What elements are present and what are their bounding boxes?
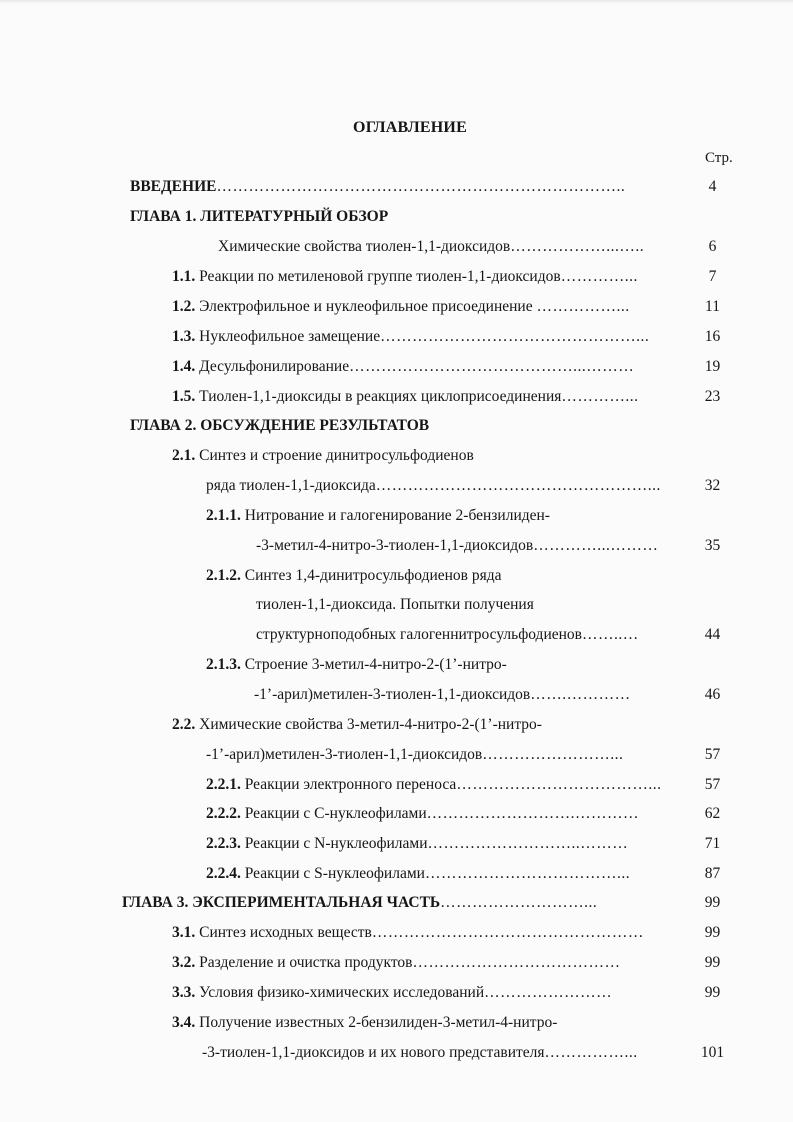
section-number: 3.4. <box>172 1014 196 1031</box>
entry-text: Химические свойства 3-метил-4-нитро-2-(1’-нитро- <box>195 716 542 733</box>
entry-text: ГЛАВА 3. ЭКСПЕРИМЕНТАЛЬНАЯ ЧАСТЬ <box>122 894 441 911</box>
entry-text: Десульфонилирование <box>195 358 350 375</box>
entry-text: Нуклеофильное замещение <box>195 328 381 345</box>
toc-chapter-2[interactable] <box>130 415 690 437</box>
page-number: 6 <box>708 238 717 255</box>
toc-section-1-4[interactable] <box>172 356 690 378</box>
dot-leader: ………………………………... <box>456 776 662 793</box>
entry-text: Синтез и строение динитросульфодиенов <box>195 447 474 464</box>
dot-leader: …………...……… <box>533 537 659 554</box>
entry-text: Электрофильное и нуклеофильное присоединение <box>195 298 537 315</box>
toc-section-2-1-2[interactable] <box>206 565 690 587</box>
section-number: 2.1.3. <box>206 656 241 673</box>
dot-leader: ……………... <box>536 298 630 315</box>
dot-leader: …………... <box>561 388 639 405</box>
section-number: 2.1.2. <box>206 567 241 584</box>
toc-section-2-1-3-cont[interactable] <box>254 684 690 706</box>
toc-chapter-1[interactable] <box>130 206 690 228</box>
entry-text: Строение 3-метил-4-нитро-2-(1’-нитро- <box>240 656 507 673</box>
section-number: 3.3. <box>172 984 196 1001</box>
section-number: 1.1. <box>172 268 196 285</box>
entry-text: Синтез 1,4-динитросульфодиенов ряда <box>240 567 502 584</box>
page-number: 101 <box>700 1044 725 1061</box>
toc-section-2-2-1[interactable] <box>206 774 690 796</box>
entry-text: -3-метил-4-нитро-3-тиолен-1,1-диоксидов <box>256 537 534 554</box>
page-number: 4 <box>708 178 717 195</box>
page-number: 11 <box>705 298 720 315</box>
entry-text: структурноподобных галогеннитросульфодиенов <box>256 626 582 643</box>
dot-leader: ………………...….. <box>510 238 645 255</box>
page-number: 71 <box>704 835 721 852</box>
section-number: 2.2.4. <box>206 865 241 882</box>
page-number: 57 <box>704 776 721 793</box>
page-number: 62 <box>704 805 721 822</box>
section-number: 2.1. <box>172 447 196 464</box>
toc-section-2-2-4[interactable] <box>206 863 690 885</box>
page-number: 7 <box>708 268 717 285</box>
entry-text: Разделение и очистка продуктов <box>195 954 413 971</box>
dot-leader: ………………………………… <box>412 954 621 971</box>
toc-section-3-4-cont[interactable] <box>202 1042 690 1064</box>
section-number: 2.2.3. <box>206 835 241 852</box>
page-number: 99 <box>704 954 721 971</box>
entry-text: Реакции с S-нуклеофилами <box>240 865 425 882</box>
entry-text: ГЛАВА 2. ОБСУЖДЕНИЕ РЕЗУЛЬТАТОВ <box>130 417 430 434</box>
entry-text: Тиолен-1,1-диоксиды в реакциях циклоприсоединения <box>195 388 562 405</box>
entry-text: -3-тиолен-1,1-диоксидов и их нового представителя <box>202 1044 545 1061</box>
section-number: 2.2. <box>172 716 196 733</box>
scan-edge <box>0 0 793 4</box>
section-number: 2.1.1. <box>206 507 241 524</box>
dot-leader: ………………………………………………………………….. <box>216 178 626 195</box>
section-number: 2.2.1. <box>206 776 241 793</box>
dot-leader: ………………………..……… <box>427 835 629 852</box>
toc-section-1-1[interactable] <box>172 266 690 288</box>
entry-text: Синтез исходных веществ <box>195 924 372 941</box>
entry-text: ГЛАВА 1. ЛИТЕРАТУРНЫЙ ОБЗОР <box>130 208 389 225</box>
page-number: 44 <box>704 626 721 643</box>
page-number: 35 <box>704 537 721 554</box>
section-number: 1.3. <box>172 328 196 345</box>
toc-section-1-3[interactable] <box>172 326 690 348</box>
dot-leader: ……………………………………...……… <box>349 358 635 375</box>
page-number: 46 <box>704 686 721 703</box>
toc-entry-chemical-properties[interactable] <box>218 236 690 258</box>
page-number: 99 <box>704 894 721 911</box>
page-number: 99 <box>704 984 721 1001</box>
toc-title: ОГЛАВЛЕНИЕ <box>353 119 467 136</box>
dot-leader: ……………………... <box>482 746 624 763</box>
dot-leader: ………………………... <box>440 894 598 911</box>
toc-section-1-2[interactable] <box>172 296 690 318</box>
entry-text: Реакции электронного переноса <box>240 776 457 793</box>
page-number: 19 <box>704 358 721 375</box>
toc-section-1-5[interactable] <box>172 386 690 408</box>
toc-section-2-1-2-cont2[interactable] <box>256 624 690 646</box>
dot-leader: ………………………………... <box>424 865 631 882</box>
page-number: 23 <box>704 388 721 405</box>
toc-section-3-1[interactable] <box>172 922 690 944</box>
toc-section-2-2[interactable] <box>172 714 690 736</box>
section-number: 3.1. <box>172 924 196 941</box>
toc-section-3-2[interactable] <box>172 952 690 974</box>
toc-section-2-1-2-cont[interactable] <box>256 594 690 616</box>
entry-text: Условия физико-химических исследований <box>195 984 485 1001</box>
entry-text: Химические свойства тиолен-1,1-диоксидов <box>218 238 511 255</box>
section-number: 1.4. <box>172 358 196 375</box>
page-column-label: Стр. <box>705 150 733 166</box>
page-number: 87 <box>704 865 721 882</box>
page-number: 16 <box>704 328 721 345</box>
entry-text: Реакции по метиленовой группе тиолен-1,1-диоксидов <box>195 268 561 285</box>
toc-section-3-4[interactable] <box>172 1012 690 1034</box>
page-number: 32 <box>704 477 721 494</box>
toc-section-3-3[interactable] <box>172 982 690 1004</box>
toc-section-2-1-cont[interactable] <box>206 475 690 497</box>
section-number: 1.2. <box>172 298 196 315</box>
toc-section-2-2-3[interactable] <box>206 833 690 855</box>
entry-text: -1’-арил)метилен-3-тиолен-1,1-диоксидов <box>254 686 531 703</box>
toc-section-2-1[interactable] <box>172 445 690 467</box>
toc-entry-introduction[interactable] <box>130 176 690 198</box>
dot-leader: …………………… <box>484 984 613 1001</box>
page-number: 57 <box>704 746 721 763</box>
dot-leader: ……………... <box>544 1044 638 1061</box>
dot-leader: ……………………………………………... <box>375 477 661 494</box>
entry-text: ряда тиолен-1,1-диоксида <box>206 477 376 494</box>
entry-text: Реакции с С-нуклеофилами <box>240 805 427 822</box>
toc-section-2-2-cont[interactable] <box>206 744 690 766</box>
toc-section-2-1-3[interactable] <box>206 654 690 676</box>
toc-section-2-1-1-cont[interactable] <box>256 535 690 557</box>
dot-leader: ……..… <box>581 626 639 643</box>
dot-leader: …….………… <box>530 686 631 703</box>
dot-leader: ……………………….………… <box>426 805 640 822</box>
entry-text: тиолен-1,1-диоксида. Попытки получения <box>256 596 534 613</box>
section-number: 1.5. <box>172 388 196 405</box>
section-number: 3.2. <box>172 954 196 971</box>
entry-text: ВВЕДЕНИЕ <box>130 178 217 195</box>
dot-leader: …………………………………………... <box>380 328 650 345</box>
toc-section-2-1-1[interactable] <box>206 505 690 527</box>
entry-text: Нитрование и галогенирование 2-бензилиден- <box>240 507 550 524</box>
entry-text: Реакции с N-нуклеофилами <box>240 835 428 852</box>
dot-leader: …………………………………………… <box>371 924 644 941</box>
toc-chapter-3[interactable] <box>122 892 690 914</box>
section-number: 2.2.2. <box>206 805 241 822</box>
toc-section-2-2-2[interactable] <box>206 803 690 825</box>
entry-text: -1’-арил)метилен-3-тиолен-1,1-диоксидов <box>206 746 483 763</box>
entry-text: Получение известных 2-бензилиден-3-метил-4-нитро- <box>195 1014 558 1031</box>
dot-leader: …………... <box>560 268 638 285</box>
page-number: 99 <box>704 924 721 941</box>
